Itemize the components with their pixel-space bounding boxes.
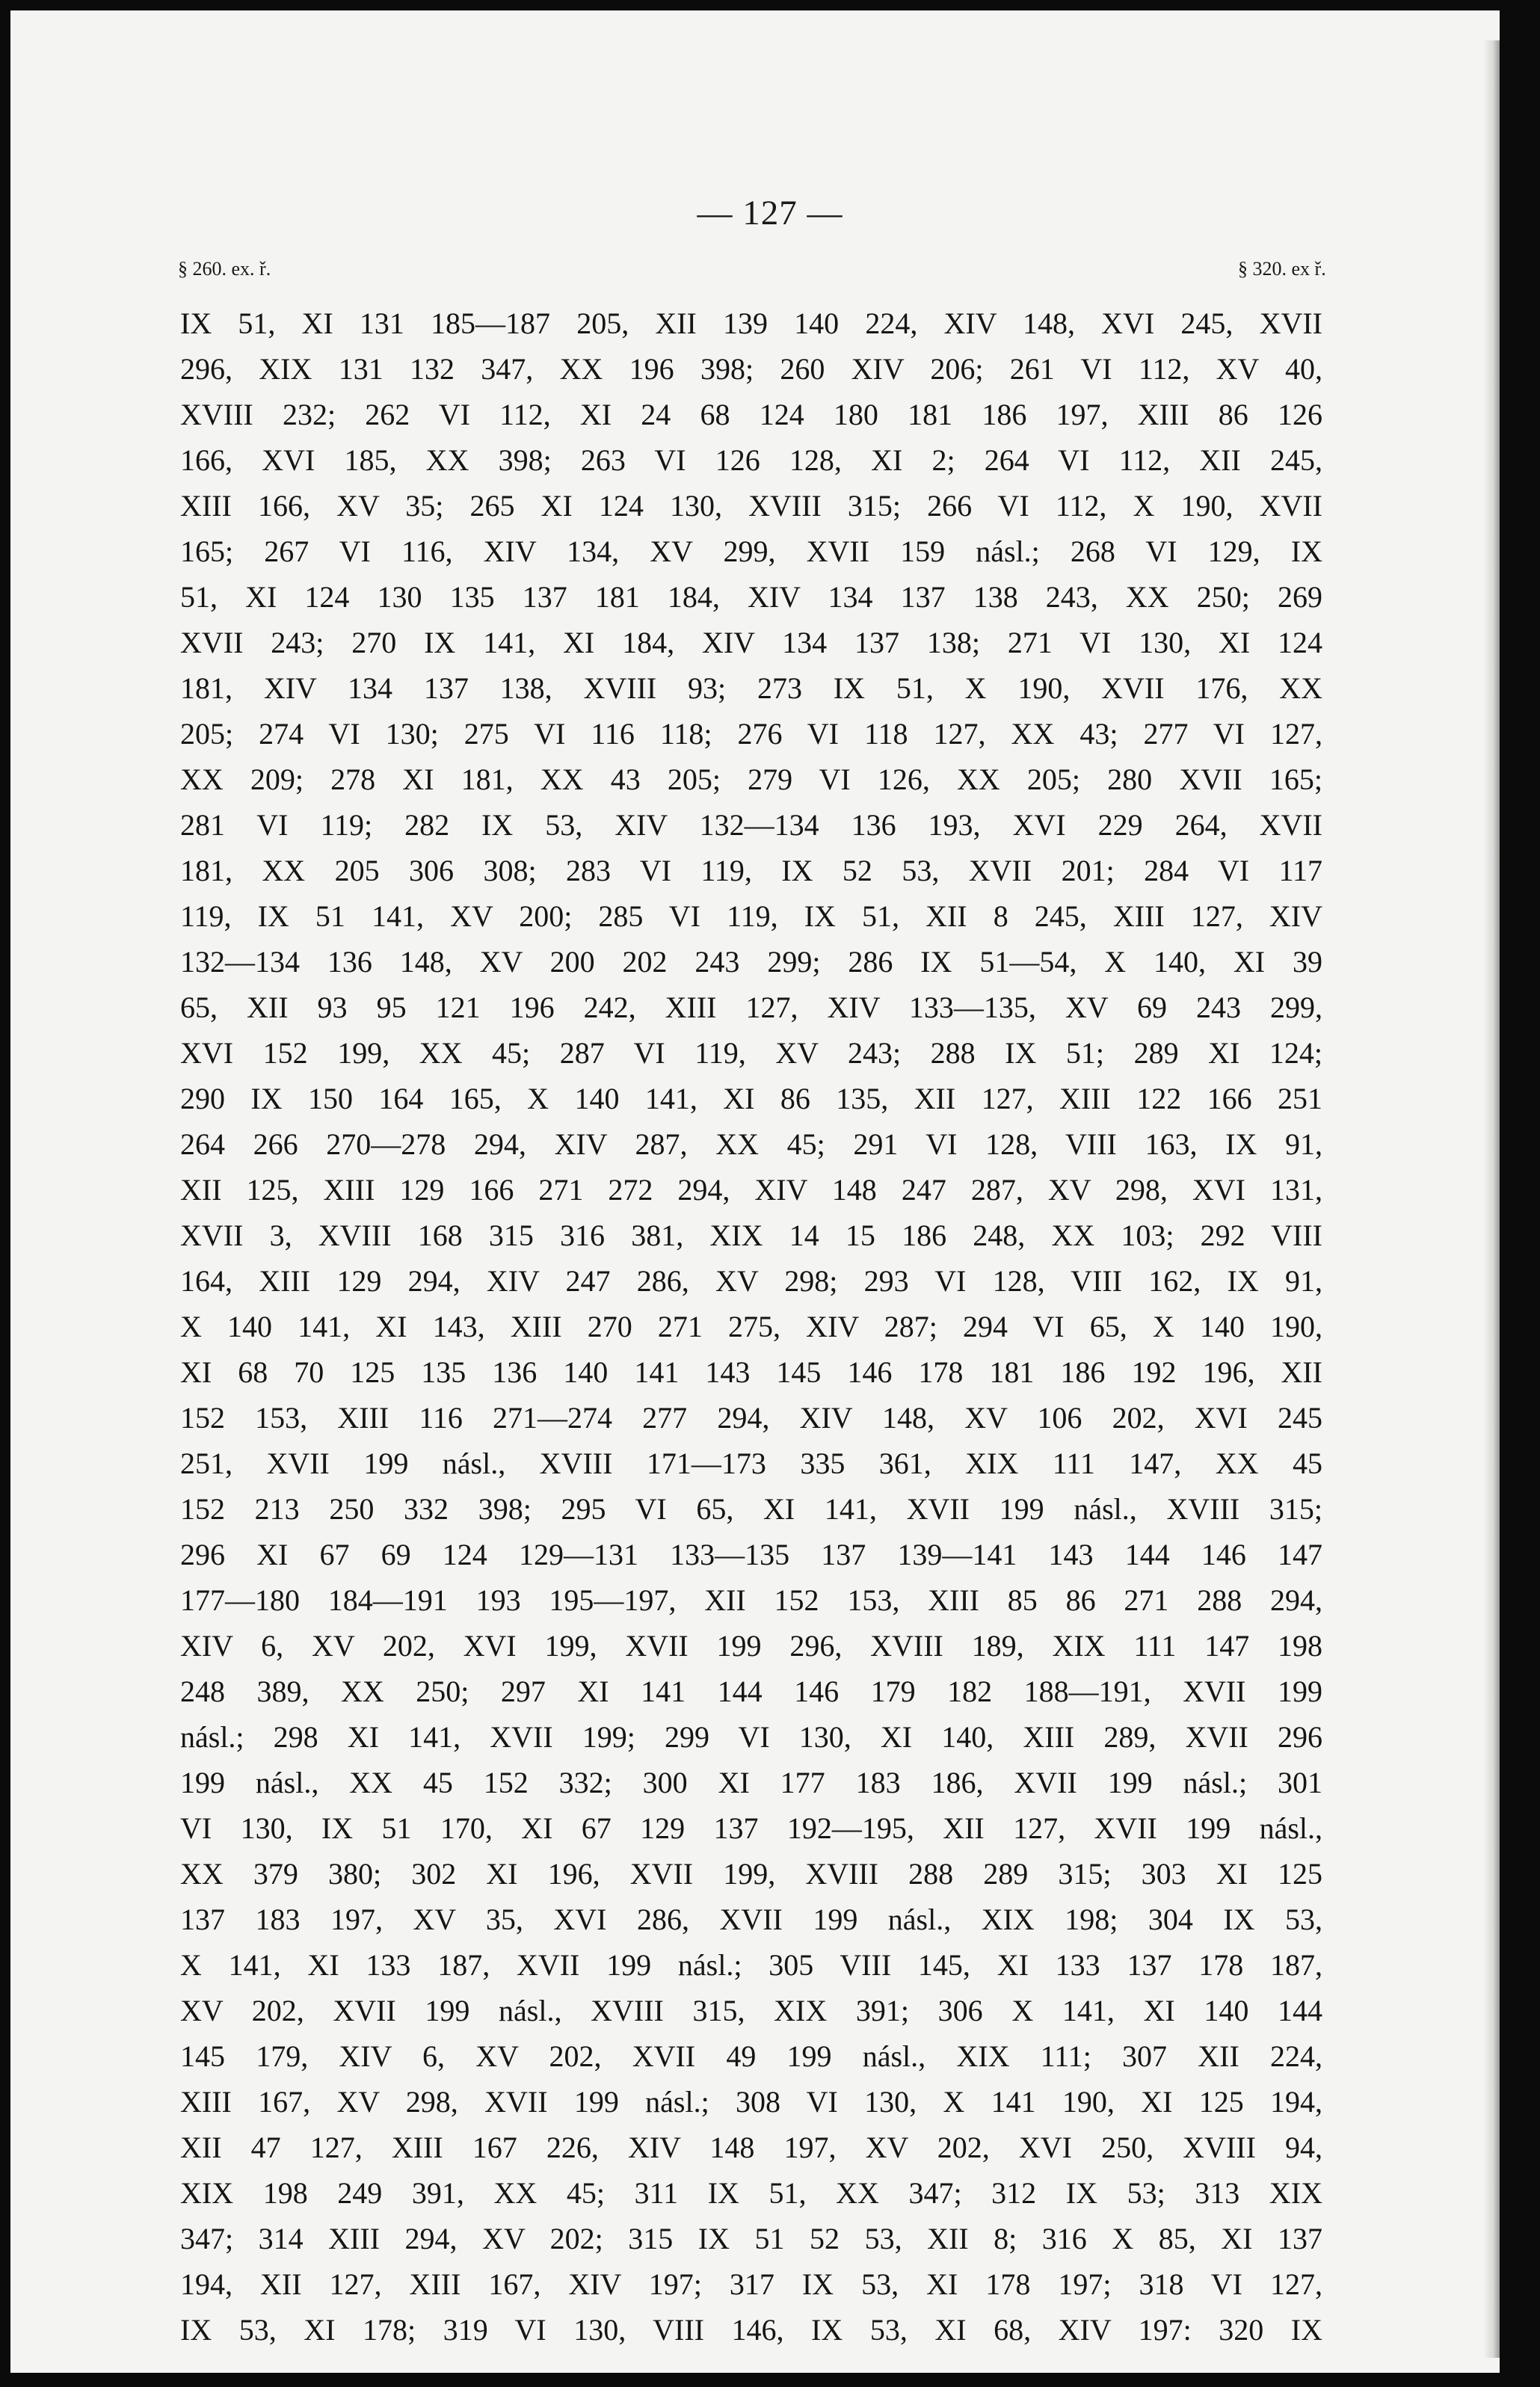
text-line: IX 53, XI 178; 319 VI 130, VIII 146, IX 53, XI 68, XIV 197: 320 IX (180, 2313, 1322, 2347)
text-line: 51, XI 124 130 135 137 181 184, XIV 134 137 138 243, XX 250; 269 (180, 580, 1322, 614)
running-head-right: § 320. ex ř. (1238, 258, 1326, 280)
text-line: 164, XIII 129 294, XIV 247 286, XV 298; 293 VI 128, VIII 162, IX 91, (180, 1264, 1322, 1298)
text-line: XI 68 70 125 135 136 140 141 143 145 146 178 181 186 192 196, XII (180, 1355, 1322, 1389)
text-line: 145 179, XIV 6, XV 202, XVII 49 199 násl., XIX 111; 307 XII 224, (180, 2039, 1322, 2073)
text-line: 119, IX 51 141, XV 200; 285 VI 119, IX 51, XII 8 245, XIII 127, XIV (180, 899, 1322, 933)
text-line: X 141, XI 133 187, XVII 199 násl.; 305 VIII 145, XI 133 137 178 187, (180, 1948, 1322, 1982)
text-line: 281 VI 119; 282 IX 53, XIV 132—134 136 193, XVI 229 264, XVII (180, 808, 1322, 842)
text-line: 199 násl., XX 45 152 332; 300 XI 177 183 186, XVII 199 násl.; 301 (180, 1766, 1322, 1799)
text-line: násl.; 298 XI 141, XVII 199; 299 VI 130, XI 140, XIII 289, XVII 296 (180, 1720, 1322, 1754)
text-line: XII 125, XIII 129 166 271 272 294, XIV 148 247 287, XV 298, XVI 131, (180, 1173, 1322, 1207)
text-line: 166, XVI 185, XX 398; 263 VI 126 128, XI 2; 264 VI 112, XII 245, (180, 443, 1322, 477)
page-edge-shadow (1483, 40, 1500, 2358)
index-text-block (180, 301, 1322, 2353)
text-line: 181, XIV 134 137 138, XVIII 93; 273 IX 51, X 190, XVII 176, XX (180, 671, 1322, 705)
text-line: IX 51, XI 131 185—187 205, XII 139 140 224, XIV 148, XVI 245, XVII (180, 307, 1322, 340)
text-line: 264 266 270—278 294, XIV 287, XX 45; 291 VI 128, VIII 163, IX 91, (180, 1127, 1322, 1161)
text-line: 194, XII 127, XIII 167, XIV 197; 317 IX 53, XI 178 197; 318 VI 127, (180, 2267, 1322, 2301)
text-line: 347; 314 XIII 294, XV 202; 315 IX 51 52 53, XII 8; 316 X 85, XI 137 (180, 2222, 1322, 2255)
text-line: VI 130, IX 51 170, XI 67 129 137 192—195, XII 127, XVII 199 násl., (180, 1811, 1322, 1845)
text-line: XX 379 380; 302 XI 196, XVII 199, XVIII 288 289 315; 303 XI 125 (180, 1857, 1322, 1891)
text-line: X 140 141, XI 143, XIII 270 271 275, XIV 287; 294 VI 65, X 140 190, (180, 1310, 1322, 1343)
text-line: XIII 167, XV 298, XVII 199 násl.; 308 VI 130, X 141 190, XI 125 194, (180, 2085, 1322, 2119)
text-line: XIX 198 249 391, XX 45; 311 IX 51, XX 347; 312 IX 53; 313 XIX (180, 2176, 1322, 2210)
text-line: 137 183 197, XV 35, XVI 286, XVII 199 násl., XIX 198; 304 IX 53, (180, 1903, 1322, 1936)
text-line: 296, XIX 131 132 347, XX 196 398; 260 XIV 206; 261 VI 112, XV 40, (180, 352, 1322, 386)
text-line: 177—180 184—191 193 195—197, XII 152 153, XIII 85 86 271 288 294, (180, 1583, 1322, 1617)
text-line: 65, XII 93 95 121 196 242, XIII 127, XIV 133—135, XV 69 243 299, (180, 991, 1322, 1024)
text-line: XVII 243; 270 IX 141, XI 184, XIV 134 137 138; 271 VI 130, XI 124 (180, 626, 1322, 659)
text-line: 152 153, XIII 116 271—274 277 294, XIV 148, XV 106 202, XVI 245 (180, 1401, 1322, 1435)
text-line: XVII 3, XVIII 168 315 316 381, XIX 14 15 186 248, XX 103; 292 VIII (180, 1219, 1322, 1252)
text-line: 132—134 136 148, XV 200 202 243 299; 286 IX 51—54, X 140, XI 39 (180, 945, 1322, 979)
page-number: — 127 — (697, 194, 843, 232)
text-line: 181, XX 205 306 308; 283 VI 119, IX 52 53, XVII 201; 284 VI 117 (180, 854, 1322, 887)
text-line: 248 389, XX 250; 297 XI 141 144 146 179 182 188—191, XVII 199 (180, 1675, 1322, 1708)
text-line: 205; 274 VI 130; 275 VI 116 118; 276 VI 118 127, XX 43; 277 VI 127, (180, 717, 1322, 751)
text-line: XVI 152 199, XX 45; 287 VI 119, XV 243; 288 IX 51; 289 XI 124; (180, 1036, 1322, 1070)
running-head-left: § 260. ex. ř. (178, 258, 271, 280)
text-line: 296 XI 67 69 124 129—131 133—135 137 139—141 143 144 146 147 (180, 1538, 1322, 1571)
text-line: XVIII 232; 262 VI 112, XI 24 68 124 180 181 186 197, XIII 86 126 (180, 398, 1322, 431)
text-line: XV 202, XVII 199 násl., XVIII 315, XIX 391; 306 X 141, XI 140 144 (180, 1994, 1322, 2027)
text-line: 152 213 250 332 398; 295 VI 65, XI 141, XVII 199 násl., XVIII 315; (180, 1492, 1322, 1526)
text-line: 165; 267 VI 116, XIV 134, XV 299, XVII 159 násl.; 268 VI 129, IX (180, 535, 1322, 568)
text-line: XIV 6, XV 202, XVI 199, XVII 199 296, XVIII 189, XIX 111 147 198 (180, 1629, 1322, 1663)
text-line: XIII 166, XV 35; 265 XI 124 130, XVIII 315; 266 VI 112, X 190, XVII (180, 489, 1322, 523)
text-line: 251, XVII 199 násl., XVIII 171—173 335 361, XIX 111 147, XX 45 (180, 1447, 1322, 1480)
text-line: XII 47 127, XIII 167 226, XIV 148 197, XV 202, XVI 250, XVIII 94, (180, 2131, 1322, 2164)
text-line: XX 209; 278 XI 181, XX 43 205; 279 VI 126, XX 205; 280 XVII 165; (180, 763, 1322, 796)
text-line: 290 IX 150 164 165, X 140 141, XI 86 135, XII 127, XIII 122 166 251 (180, 1082, 1322, 1115)
